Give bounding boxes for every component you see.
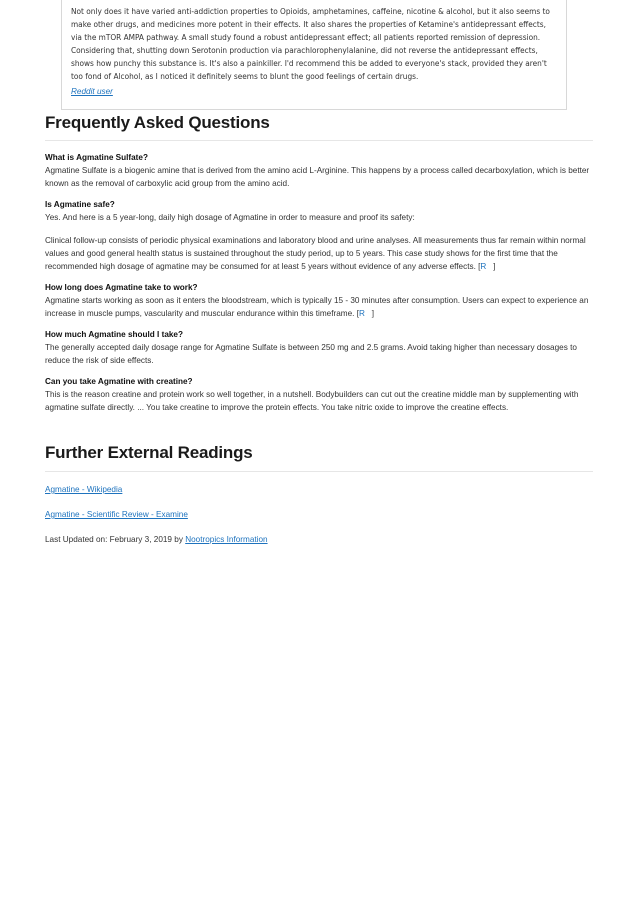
faq-answer: The generally accepted daily dosage range for Agmatine Sulfate is between 250 mg and 2.5 grams. Avoid taking higher than necessary dosages to reduce the risk of side effects. [45, 343, 577, 365]
faq-item [45, 151, 595, 190]
faq-answer-quote: Clinical follow-up consists of periodic physical examinations and laboratory blood and urine analyses. All measurements thus far remain within normal values and good general health status is sustained throughout the study period, up to 5 years. This case study shows for the first time that the recommended high dosage of agmatine may be consumed for at least 5 years without evidence of any adverse effects. [R ] [45, 236, 586, 271]
faq-answer: Agmatine starts working as soon as it enters the bloodstream, which is typically 15 - 30 minutes after consumption. Users can expect to experience an increase in muscle pumps, vascularity and muscular endurance within this timeframe. [R ] [45, 296, 589, 318]
readings-list [45, 483, 595, 546]
faq-question: Is Agmatine safe? [45, 200, 115, 209]
faq-question: What is Agmatine Sulfate? [45, 153, 148, 162]
faq-answer-text: Agmatine starts working as soon as it enters the bloodstream, which is typically 15 - 30 minutes after consumption. Users can expect to experience an increase in muscle pumps, vascularity and muscular endurance within this timeframe. [45, 296, 589, 318]
faq-item [45, 281, 595, 320]
faq-question: Can you take Agmatine with creatine? [45, 377, 193, 386]
reference-link[interactable]: R [480, 262, 487, 271]
faq-answer-quote-text: Clinical follow-up consists of periodic physical examinations and laboratory blood and urine analyses. All measurements thus far remain within normal values and good general health status is sustained throughout the study period, up to 5 years. This case study shows for the first time that the recommended high dosage of agmatine may be consumed for at least 5 years without evidence of any adverse effects. [45, 236, 586, 271]
quote-text: Not only does it have varied anti-addiction properties to Opioids, amphetamines, caffeine, nicotine & alcohol, but it also seems to make other drugs, and medicines more potent in their effects. It also shares the properties of Ketamine's antidepressant effects, via the mTOR AMPA pathway. A small study found a robust antidepressant effect; all patients reported remission of depression. Considering that, shutting down Serotonin production via parachlorophenylalanine, did not reverse the antidepressant effects, shows how punchy this substance is. It's also a painkiller. I'd recommend this be added to everyone's stack, provided they aren't too fond of Alcohol, as I noticed it definitely seems to blunt the good feelings of certain drugs. [71, 6, 550, 81]
wikipedia-link[interactable]: Agmatine - Wikipedia [45, 485, 123, 494]
faq-item [45, 328, 595, 367]
faq-answer: Yes. And here is a 5 year-long, daily high dosage of Agmatine in order to measure and proof its safety: [45, 213, 415, 222]
faq-list [45, 151, 595, 414]
faq-item [45, 375, 595, 414]
last-updated-text: Last Updated on: February 3, 2019 by [45, 535, 183, 544]
faq-question: How much Agmatine should I take? [45, 330, 183, 339]
readings-divider [45, 471, 593, 472]
testimonial-quote [61, 0, 567, 110]
faq-item [45, 198, 595, 273]
faq-answer: Agmatine Sulfate is a biogenic amine that is derived from the amino acid L-Arginine. This happens by a process called decarboxylation, which is better known as the removal of carboxylic acid group from the amino acid. [45, 166, 590, 188]
examine-link[interactable]: Agmatine - Scientific Review - Examine [45, 510, 188, 519]
reference-link[interactable]: R [359, 309, 365, 318]
faq-divider [45, 140, 593, 141]
quote-source-link[interactable]: Reddit user [71, 87, 113, 96]
last-updated [45, 533, 595, 546]
author-link[interactable]: Nootropics Information [185, 535, 268, 544]
faq-question: How long does Agmatine take to work? [45, 283, 198, 292]
faq-heading: Frequently Asked Questions [45, 113, 270, 132]
readings-heading: Further External Readings [45, 443, 253, 462]
faq-answer: This is the reason creatine and protein work so well together, in a nutshell. Bodybuilders can cut out the creatine middle man by supplementing with agmatine sulfate directly. ... You take creatine to improve the protein effects. You take nitric oxide to improve the creatine effects. [45, 390, 579, 412]
